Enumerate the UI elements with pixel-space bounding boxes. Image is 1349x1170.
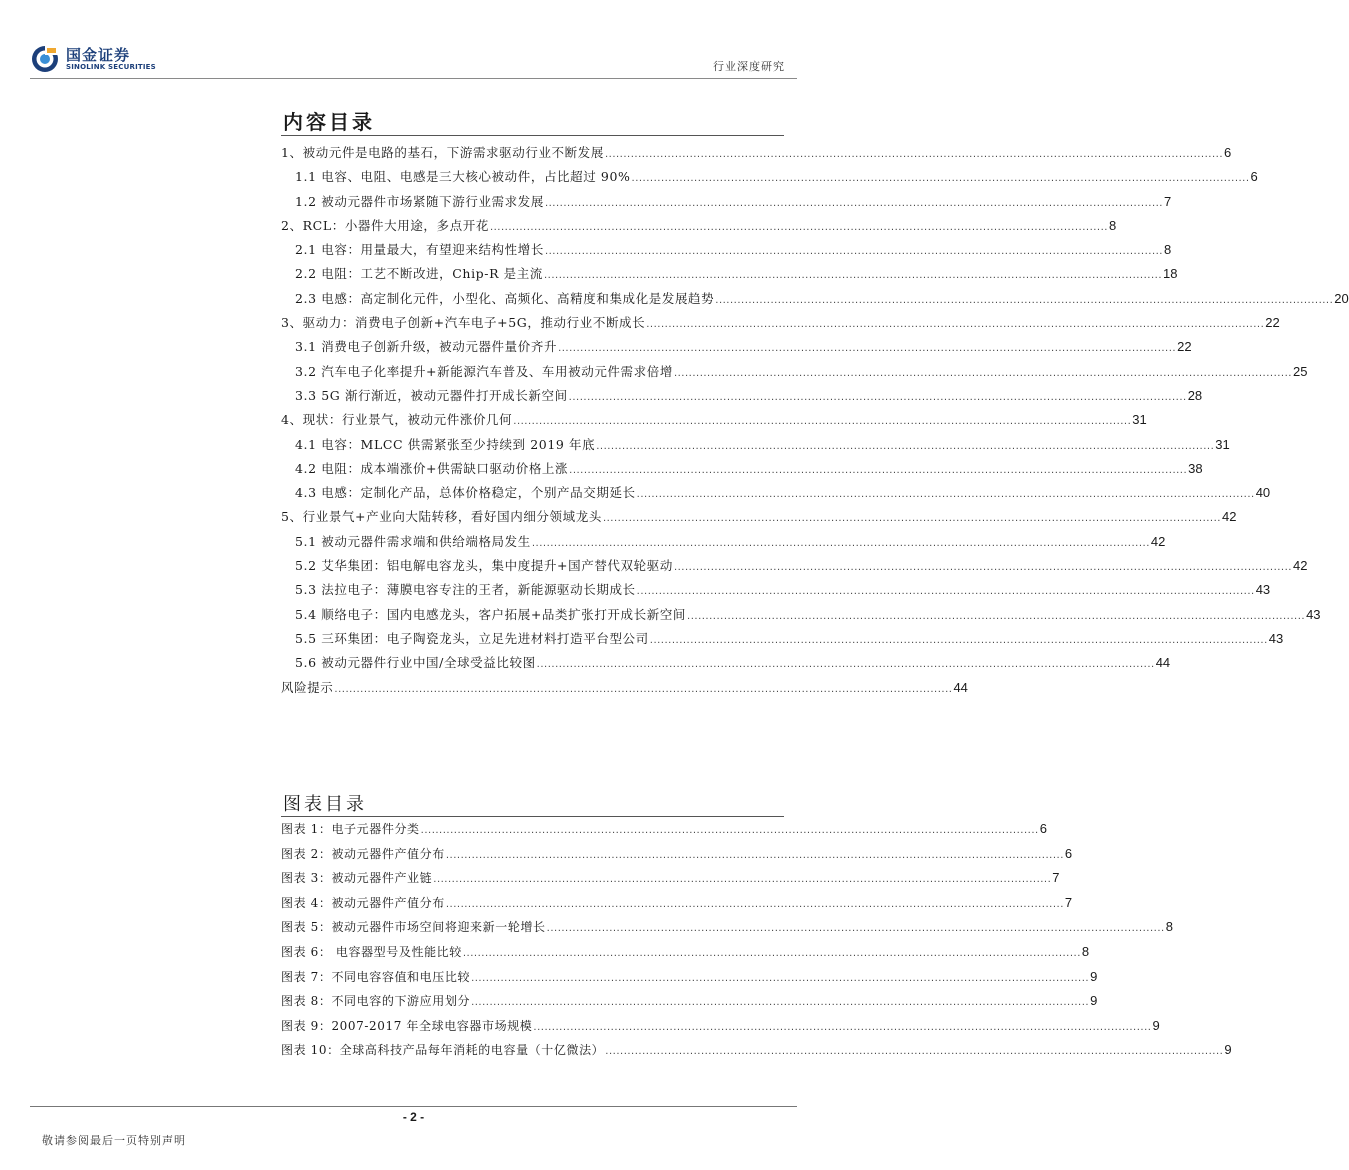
dot-leader bbox=[646, 319, 1264, 330]
toc-list bbox=[281, 143, 1349, 702]
figure-entry-page: 6 bbox=[1064, 845, 1073, 861]
toc-entry-title: 5.2 艾华集团：铝电解电容龙头，集中度提升+国产替代双轮驱动 bbox=[295, 558, 673, 574]
toc-entry-page: 44 bbox=[953, 679, 968, 695]
toc-entry-title: 1.1 电容、电阻、电感是三大核心被动件，占比超过 90% bbox=[295, 169, 631, 185]
toc-entry-page: 43 bbox=[1255, 582, 1271, 598]
figure-entry[interactable] bbox=[281, 820, 1047, 845]
toc-entry-page: 7 bbox=[1163, 193, 1172, 209]
toc-entry-title: 5.5 三环集团：电子陶瓷龙头，立足先进材料打造平台型公司 bbox=[295, 630, 649, 646]
dot-leader bbox=[603, 513, 1221, 524]
toc-entry-title: 5.4 顺络电子：国内电感龙头，客户拓展+品类扩张打开成长新空间 bbox=[295, 606, 687, 622]
toc-entry[interactable] bbox=[281, 167, 1258, 191]
toc-entry-page: 28 bbox=[1187, 387, 1203, 403]
toc-entry[interactable] bbox=[281, 459, 1203, 483]
toc-entry-page: 43 bbox=[1268, 630, 1284, 646]
figures-title-divider bbox=[281, 816, 784, 817]
figure-entry[interactable] bbox=[281, 1017, 1160, 1042]
figure-entry[interactable] bbox=[281, 992, 1098, 1017]
toc-entry-title: 5、行业景气+产业向大陆转移，看好国内细分领域龙头 bbox=[281, 509, 602, 525]
sinolink-logo-icon bbox=[30, 44, 60, 74]
page-header bbox=[0, 0, 827, 80]
figure-entry[interactable] bbox=[281, 1041, 1232, 1066]
toc-entry-title: 4.3 电感：定制化产品，总体价格稳定，个别产品交期延长 bbox=[295, 485, 636, 501]
figure-entry-page: 8 bbox=[1165, 919, 1173, 935]
toc-entry-page: 8 bbox=[1108, 217, 1117, 233]
dot-leader bbox=[545, 198, 1163, 209]
toc-entry[interactable] bbox=[281, 435, 1230, 459]
toc-entry-page: 42 bbox=[1292, 558, 1308, 574]
toc-entry[interactable] bbox=[281, 240, 1172, 264]
toc-entry-title: 5.3 法拉电子：薄膜电容专注的王者，新能源驱动长期成长 bbox=[295, 582, 636, 598]
toc-entry-page: 6 bbox=[1224, 145, 1232, 160]
company-logo bbox=[30, 44, 156, 74]
toc-entry-title: 4、现状：行业景气，被动元件涨价几何 bbox=[281, 412, 513, 428]
toc-entry-page: 20 bbox=[1334, 290, 1349, 306]
toc-entry-title: 3.3 5G 渐行渐近，被动元器件打开成长新空间 bbox=[295, 387, 568, 403]
toc-entry-title: 4.2 电阻：成本端涨价+供需缺口驱动价格上涨 bbox=[295, 460, 569, 476]
figure-entry[interactable] bbox=[281, 943, 1090, 968]
figure-entry-page: 8 bbox=[1081, 943, 1090, 959]
toc-entry-title: 3、驱动力：消费电子创新+汽车电子+5G，推动行业不断成长 bbox=[281, 315, 646, 331]
figure-entry-title: 图表 2：被动元器件产值分布 bbox=[281, 846, 445, 861]
figure-entry-title: 图表 7：不同电容容值和电压比较 bbox=[281, 969, 471, 984]
dot-leader bbox=[471, 997, 1089, 1008]
dot-leader bbox=[532, 538, 1150, 549]
dot-leader bbox=[558, 343, 1176, 354]
toc-entry[interactable] bbox=[281, 143, 1232, 167]
toc-entry-page: 43 bbox=[1306, 606, 1321, 622]
figure-entry-title: 图表 3：被动元器件产业链 bbox=[281, 871, 433, 886]
figure-entry-page: 9 bbox=[1090, 993, 1098, 1009]
figures-title: 图表目录 bbox=[283, 794, 367, 815]
toc-entry-page: 38 bbox=[1188, 460, 1203, 476]
dot-leader bbox=[596, 441, 1214, 452]
dot-leader bbox=[533, 1022, 1151, 1033]
dot-leader bbox=[421, 825, 1039, 836]
toc-title: 内容目录 bbox=[283, 110, 375, 134]
footer-divider bbox=[30, 1106, 797, 1107]
figure-entry[interactable] bbox=[281, 894, 1073, 919]
figure-entry-title: 图表 4：被动元器件产值分布 bbox=[281, 895, 445, 910]
toc-entry-page: 8 bbox=[1163, 242, 1172, 258]
toc-entry-title: 风险提示 bbox=[281, 679, 334, 695]
figure-entry-page: 9 bbox=[1090, 968, 1098, 984]
figure-entry-title: 图表 10：全球高科技产品每年消耗的电容量（十亿微法） bbox=[281, 1043, 605, 1058]
toc-entry-page: 31 bbox=[1215, 436, 1230, 452]
figure-entry-title: 图表 5：被动元器件市场空间将迎来新一轮增长 bbox=[281, 920, 546, 935]
toc-entry[interactable] bbox=[281, 532, 1166, 556]
dot-leader bbox=[545, 246, 1163, 257]
dot-leader bbox=[334, 684, 952, 695]
toc-entry[interactable] bbox=[281, 264, 1178, 288]
dot-leader bbox=[544, 270, 1162, 281]
toc-entry-page: 22 bbox=[1177, 339, 1192, 355]
toc-entry[interactable] bbox=[281, 605, 1321, 629]
figure-entry[interactable] bbox=[281, 845, 1073, 870]
toc-entry[interactable] bbox=[281, 410, 1147, 434]
toc-entry-title: 2、RCL：小器件大用途，多点开花 bbox=[281, 217, 489, 233]
toc-entry[interactable] bbox=[281, 216, 1117, 240]
dot-leader bbox=[547, 923, 1165, 934]
toc-entry-title: 3.2 汽车电子化率提升+新能源汽车普及、车用被动元件需求倍增 bbox=[295, 363, 673, 379]
toc-entry[interactable] bbox=[281, 678, 968, 702]
figure-entry-title: 图表 9：2007-2017 年全球电容器市场规模 bbox=[281, 1018, 533, 1033]
toc-entry-page: 6 bbox=[1250, 169, 1258, 185]
toc-entry-title: 1、被动元件是电路的基石，下游需求驱动行业不断发展 bbox=[281, 145, 604, 160]
toc-entry[interactable] bbox=[281, 507, 1237, 531]
page-number: - 2 - bbox=[402, 1110, 425, 1124]
dot-leader bbox=[471, 973, 1089, 984]
toc-entry-title: 2.2 电阻：工艺不断改进，Chip-R 是主流 bbox=[295, 266, 543, 282]
dot-leader bbox=[674, 368, 1292, 379]
toc-entry[interactable] bbox=[281, 386, 1203, 410]
toc-entry[interactable] bbox=[281, 289, 1349, 313]
toc-entry[interactable] bbox=[281, 313, 1280, 337]
toc-entry-page: 44 bbox=[1155, 655, 1171, 671]
figure-entry-page: 7 bbox=[1052, 870, 1060, 886]
disclaimer-note: 敬请参阅最后一页特别声明 bbox=[42, 1134, 186, 1147]
figure-entry-page: 9 bbox=[1224, 1042, 1232, 1058]
toc-entry-page: 18 bbox=[1163, 266, 1178, 282]
dot-leader bbox=[463, 948, 1081, 959]
toc-entry-page: 25 bbox=[1292, 363, 1308, 379]
toc-entry[interactable] bbox=[281, 556, 1308, 580]
dot-leader bbox=[490, 222, 1108, 233]
figure-entry-title: 图表 1：电子元器件分类 bbox=[281, 822, 420, 836]
dot-leader bbox=[605, 1046, 1223, 1057]
toc-entry-title: 2.1 电容：用量最大，有望迎来结构性增长 bbox=[295, 242, 544, 258]
dot-leader bbox=[605, 149, 1223, 160]
figure-entry[interactable] bbox=[281, 968, 1098, 993]
toc-entry-title: 3.1 消费电子创新升级，被动元器件量价齐升 bbox=[295, 339, 558, 355]
brand-name-en: SINOLINK SECURITIES bbox=[66, 62, 156, 71]
toc-entry[interactable] bbox=[281, 337, 1192, 361]
toc-entry-page: 22 bbox=[1265, 315, 1280, 331]
toc-entry-title: 5.6 被动元器件行业中国/全球受益比较图 bbox=[295, 655, 536, 671]
figure-entry[interactable] bbox=[281, 869, 1060, 894]
brand-name-cn: 国金证券 bbox=[66, 45, 131, 64]
toc-entry-page: 31 bbox=[1132, 412, 1147, 428]
dot-leader bbox=[569, 465, 1187, 476]
toc-entry-title: 5.1 被动元器件需求端和供给端格局发生 bbox=[295, 533, 531, 549]
toc-entry[interactable] bbox=[281, 653, 1171, 677]
figure-entry-title: 图表 8：不同电容的下游应用划分 bbox=[281, 994, 471, 1009]
dot-leader bbox=[650, 635, 1268, 646]
toc-entry[interactable] bbox=[281, 192, 1172, 216]
header-divider bbox=[30, 78, 797, 79]
figure-entry-page: 6 bbox=[1039, 821, 1047, 836]
dot-leader bbox=[715, 295, 1333, 306]
figures-list bbox=[281, 820, 1232, 1066]
dot-leader bbox=[687, 611, 1305, 622]
dot-leader bbox=[632, 173, 1250, 184]
toc-entry[interactable] bbox=[281, 362, 1308, 386]
toc-entry-title: 4.1 电容：MLCC 供需紧张至少持续到 2019 年底 bbox=[295, 436, 596, 452]
dot-leader bbox=[537, 659, 1155, 670]
toc-entry[interactable] bbox=[281, 483, 1271, 507]
dot-leader bbox=[446, 850, 1064, 861]
toc-entry-title: 1.2 被动元器件市场紧随下游行业需求发展 bbox=[295, 193, 544, 209]
toc-entry[interactable] bbox=[281, 629, 1284, 653]
dot-leader bbox=[637, 489, 1255, 500]
figure-entry-page: 7 bbox=[1064, 894, 1073, 910]
figure-entry-page: 9 bbox=[1152, 1017, 1160, 1033]
toc-entry-page: 42 bbox=[1221, 509, 1237, 525]
dot-leader bbox=[446, 899, 1064, 910]
toc-entry-page: 40 bbox=[1255, 485, 1271, 501]
figure-entry[interactable] bbox=[281, 918, 1173, 943]
dot-leader bbox=[637, 586, 1255, 597]
dot-leader bbox=[513, 416, 1131, 427]
toc-title-divider bbox=[281, 135, 784, 136]
toc-entry-page: 42 bbox=[1150, 533, 1166, 549]
report-type: 行业深度研究 bbox=[713, 60, 785, 73]
toc-entry[interactable] bbox=[281, 580, 1271, 604]
dot-leader bbox=[569, 392, 1187, 403]
figure-entry-title: 图表 6： 电容器型号及性能比较 bbox=[281, 944, 462, 959]
dot-leader bbox=[674, 562, 1292, 573]
dot-leader bbox=[433, 874, 1051, 885]
toc-entry-title: 2.3 电感：高定制化元件，小型化、高频化、高精度和集成化是发展趋势 bbox=[295, 290, 715, 306]
